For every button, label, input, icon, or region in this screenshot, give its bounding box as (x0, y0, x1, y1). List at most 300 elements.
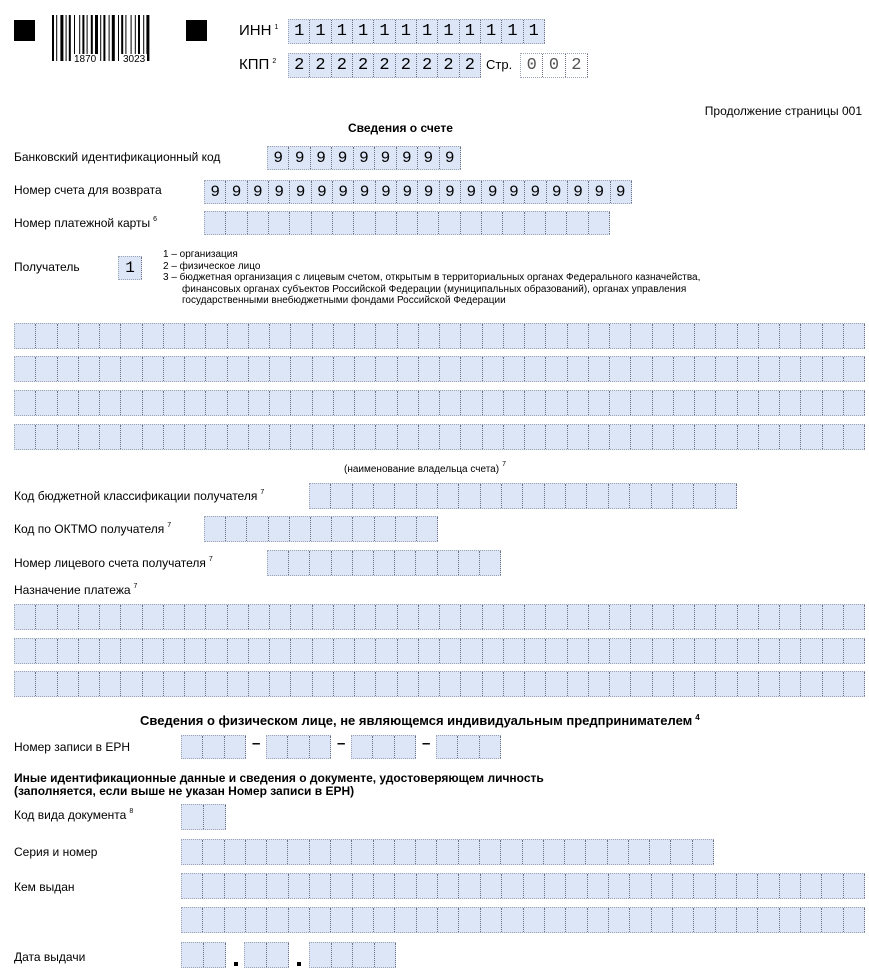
issued-by-row-2-cell (524, 908, 545, 932)
owner-name-row-3-cell (610, 391, 631, 415)
owner-name-row-4-cell (738, 425, 759, 449)
doc-code-field[interactable] (181, 804, 226, 830)
owner-name-row-1-cell (780, 324, 801, 348)
card-number-field-cell (397, 212, 418, 234)
payment-purpose-row-3[interactable] (14, 671, 865, 697)
kbk-field-cell (353, 484, 374, 508)
oktmo-field-cell (353, 517, 374, 541)
issued-by-row-1-cell (630, 874, 651, 898)
owner-name-row-2-cell (610, 357, 631, 381)
payment-purpose-row-3-cell (483, 672, 504, 696)
owner-name-row-1-cell (631, 324, 652, 348)
card-number-field-cell (418, 212, 439, 234)
payment-purpose-row-2-cell (143, 639, 164, 663)
bik-label: Банковский идентификационный код (14, 150, 221, 164)
account-number-field-cell: 9 (589, 181, 610, 203)
payment-purpose-row-3-cell (780, 672, 801, 696)
bik-field-cell: 9 (311, 147, 332, 169)
recipient-option-3-cont2: государственными внебюджетными фондами Российской Федерации (182, 295, 506, 306)
payment-purpose-row-3-cell (58, 672, 79, 696)
payment-purpose-row-1-cell (504, 605, 525, 629)
payment-purpose-row-2-cell (206, 639, 227, 663)
page-number-field-cell: 0 (521, 54, 543, 77)
issued-by-row-1-cell (246, 874, 267, 898)
series-number-field-cell (374, 840, 395, 864)
payment-purpose-row-3-cell (844, 672, 865, 696)
payment-purpose-row-3-cell (334, 672, 355, 696)
card-number-field-cell (503, 212, 524, 234)
owner-name-row-4-cell (589, 425, 610, 449)
owner-name-row-4[interactable] (14, 424, 865, 450)
owner-name-row-2-cell (79, 357, 100, 381)
issued-by-row-1-cell (609, 874, 630, 898)
card-number-field-cell (226, 212, 247, 234)
issued-by-row-2-cell (716, 908, 737, 932)
issue-year-field-cell (353, 943, 375, 967)
owner-name-row-3-cell (206, 391, 227, 415)
page-number-field[interactable] (520, 53, 588, 78)
owner-name-row-1-cell (589, 324, 610, 348)
inn-label: ИНН $^1$ (239, 22, 279, 39)
issued-by-row-2-cell (566, 908, 587, 932)
owner-name-row-2-cell (461, 357, 482, 381)
payment-purpose-row-1-cell (440, 605, 461, 629)
owner-name-row-1-cell (525, 324, 546, 348)
payment-purpose-row-2-cell (780, 639, 801, 663)
barcode-number-left: 1870 (74, 54, 97, 65)
barcode-bar (103, 15, 105, 61)
ern-dash-1: – (252, 735, 261, 752)
barcode-bar (112, 15, 115, 61)
kpp-field-cell: 2 (289, 54, 310, 77)
issue-date-label: Дата выдачи (14, 950, 86, 964)
owner-name-row-2-cell (674, 357, 695, 381)
owner-name-row-1-cell (291, 324, 312, 348)
payment-purpose-row-2-cell (376, 639, 397, 663)
series-number-field-cell (459, 840, 480, 864)
issued-by-row-2-cell (588, 908, 609, 932)
owner-name-row-4-cell (185, 425, 206, 449)
issued-by-row-1-cell (417, 874, 438, 898)
card-number-field-cell (589, 212, 610, 234)
series-number-field-cell (395, 840, 416, 864)
owner-name-row-3-cell (844, 391, 865, 415)
payment-purpose-row-3-cell (716, 672, 737, 696)
payment-purpose-row-2-cell (58, 639, 79, 663)
ern-part-4-cell (458, 736, 479, 758)
bik-field[interactable] (267, 146, 461, 170)
card-number-field-cell (290, 212, 311, 234)
issued-by-row-2-cell (801, 908, 822, 932)
owner-name-row-4-cell (823, 425, 844, 449)
card-number-field-cell (461, 212, 482, 234)
oktmo-field[interactable] (204, 516, 438, 542)
kpp-field-cell: 2 (310, 54, 331, 77)
bik-field-cell: 9 (268, 147, 289, 169)
payment-purpose-row-3-cell (206, 672, 227, 696)
card-number-field-cell (439, 212, 460, 234)
series-number-field-cell (246, 840, 267, 864)
bik-field-cell: 9 (354, 147, 375, 169)
series-number-field-cell (501, 840, 522, 864)
payment-purpose-row-2-cell (738, 639, 759, 663)
ern-part-4[interactable] (436, 735, 501, 759)
issue-date-separator-1 (234, 962, 238, 966)
doc-code-label: Код вида документа $^8$ (14, 808, 134, 822)
series-number-field-cell (565, 840, 586, 864)
personal-account-field-cell (268, 551, 289, 575)
kbk-field-cell (459, 484, 480, 508)
kpp-field-cell: 2 (353, 54, 374, 77)
issued-by-row-1-cell (310, 874, 331, 898)
issued-by-row-1-cell (182, 874, 203, 898)
owner-name-row-1-cell (185, 324, 206, 348)
payment-purpose-row-3-cell (419, 672, 440, 696)
ern-part-3-cell (373, 736, 394, 758)
owner-name-row-2-cell (313, 357, 334, 381)
ern-part-2-cell (288, 736, 309, 758)
kbk-field-cell (374, 484, 395, 508)
payment-purpose-row-2-cell (504, 639, 525, 663)
issue-day-field-cell (182, 943, 204, 967)
payment-purpose-row-3-cell (355, 672, 376, 696)
continuation-note: Продолжение страницы 001 (704, 104, 862, 118)
owner-name-row-4-cell (610, 425, 631, 449)
owner-name-row-1-cell (270, 324, 291, 348)
account-number-field-cell: 9 (547, 181, 568, 203)
payment-purpose-row-2-cell (440, 639, 461, 663)
issued-by-row-2-cell (182, 908, 203, 932)
payment-purpose-row-2-cell (313, 639, 334, 663)
owner-name-row-4-cell (674, 425, 695, 449)
owner-name-row-3-cell (759, 391, 780, 415)
issued-by-row-1-cell (822, 874, 843, 898)
payment-purpose-row-3-cell (504, 672, 525, 696)
owner-name-row-1-cell (100, 324, 121, 348)
owner-name-row-4-cell (291, 425, 312, 449)
page-label: Стр. (486, 57, 513, 72)
owner-name-row-1-cell (759, 324, 780, 348)
owner-name-row-1-cell (461, 324, 482, 348)
owner-name-row-1-cell (313, 324, 334, 348)
owner-name-row-1-cell (695, 324, 716, 348)
ern-part-3[interactable] (351, 735, 416, 759)
account-number-field-cell: 9 (354, 181, 375, 203)
account-section-title: Сведения о счете (348, 121, 453, 135)
owner-name-row-2-cell (483, 357, 504, 381)
recipient-type-field[interactable] (118, 256, 142, 280)
owner-name-row-3-cell (419, 391, 440, 415)
owner-name-row-1-cell (674, 324, 695, 348)
owner-name-row-3-cell (121, 391, 142, 415)
inn-field[interactable] (288, 19, 545, 44)
payment-purpose-label: Назначение платежа $^7$ (14, 583, 138, 597)
kbk-field-cell (545, 484, 566, 508)
barcode-bar (118, 15, 119, 61)
series-number-field-cell (416, 840, 437, 864)
series-number-field-cell (693, 840, 714, 864)
payment-purpose-row-3-cell (36, 672, 57, 696)
kbk-label: Код бюджетной классификации получателя $^7$ (14, 489, 265, 503)
payment-purpose-row-1-cell (823, 605, 844, 629)
ern-part-4-cell (480, 736, 501, 758)
account-number-field[interactable] (204, 180, 632, 204)
issued-by-row-1-cell (331, 874, 352, 898)
owner-name-row-3-cell (546, 391, 567, 415)
series-number-field[interactable] (181, 839, 714, 865)
barcode-bar (69, 15, 71, 61)
payment-purpose-row-2-cell (695, 639, 716, 663)
owner-name-row-2-cell (376, 357, 397, 381)
payment-purpose-row-2-cell (483, 639, 504, 663)
issued-by-row-1-cell (673, 874, 694, 898)
issued-by-row-2-cell (502, 908, 523, 932)
ern-part-1[interactable] (181, 735, 246, 759)
inn-field-cell: 1 (460, 20, 481, 43)
owner-name-row-1-cell (801, 324, 822, 348)
series-number-field-cell (629, 840, 650, 864)
owner-name-row-3-cell (738, 391, 759, 415)
series-number-field-cell (267, 840, 288, 864)
payment-purpose-row-3-cell (376, 672, 397, 696)
owner-name-row-1-cell (58, 324, 79, 348)
owner-name-row-1[interactable] (14, 323, 865, 349)
owner-name-row-3-cell (249, 391, 270, 415)
owner-name-row-3-cell (780, 391, 801, 415)
payment-purpose-row-2-cell (185, 639, 206, 663)
personal-account-field-cell (353, 551, 374, 575)
payment-purpose-row-2-cell (546, 639, 567, 663)
issued-by-row-2-cell (289, 908, 310, 932)
owner-name-row-3-cell (58, 391, 79, 415)
owner-name-row-2-cell (419, 357, 440, 381)
card-number-label: Номер платежной карты $^6$ (14, 216, 158, 230)
owner-name-row-4-cell (631, 425, 652, 449)
owner-name-row-2-cell (143, 357, 164, 381)
barcode-bar (66, 15, 67, 61)
payment-purpose-row-2[interactable] (14, 638, 865, 664)
personal-account-field-cell (416, 551, 437, 575)
issued-by-row-1-cell (588, 874, 609, 898)
payment-purpose-row-2-cell (291, 639, 312, 663)
series-number-field-cell (288, 840, 309, 864)
payment-purpose-row-1-cell (631, 605, 652, 629)
owner-name-row-1-cell (334, 324, 355, 348)
payment-purpose-row-1-cell (844, 605, 865, 629)
owner-name-row-4-cell (461, 425, 482, 449)
series-number-field-cell (586, 840, 607, 864)
issue-month-field[interactable] (244, 942, 289, 968)
kpp-field[interactable] (288, 53, 481, 78)
owner-name-row-1-cell (546, 324, 567, 348)
payment-purpose-row-1-cell (653, 605, 674, 629)
issued-by-row-1-cell (459, 874, 480, 898)
owner-name-row-4-cell (58, 425, 79, 449)
issued-by-row-2-cell (438, 908, 459, 932)
series-number-field-cell (331, 840, 352, 864)
owner-name-row-2-cell (653, 357, 674, 381)
personal-account-field-cell (374, 551, 395, 575)
personal-account-field-cell (289, 551, 310, 575)
owner-name-row-4-cell (334, 425, 355, 449)
owner-name-row-4-cell (36, 425, 57, 449)
issued-by-row-2-cell (374, 908, 395, 932)
owner-name-row-4-cell (355, 425, 376, 449)
ern-part-2[interactable] (266, 735, 331, 759)
payment-purpose-row-1-cell (164, 605, 185, 629)
personal-account-field[interactable] (267, 550, 501, 576)
owner-name-row-4-cell (844, 425, 865, 449)
owner-name-row-3-cell (143, 391, 164, 415)
payment-purpose-row-2-cell (759, 639, 780, 663)
kbk-field-cell (310, 484, 331, 508)
payment-purpose-row-3-cell (291, 672, 312, 696)
personal-account-field-cell (395, 551, 416, 575)
payment-purpose-row-1-cell (610, 605, 631, 629)
owner-name-row-1-cell (844, 324, 865, 348)
account-number-field-cell: 9 (333, 181, 354, 203)
payment-purpose-row-3-cell (15, 672, 36, 696)
account-number-field-cell: 9 (568, 181, 589, 203)
oktmo-field-cell (247, 517, 268, 541)
kpp-field-cell: 2 (396, 54, 417, 77)
payment-purpose-row-2-cell (844, 639, 865, 663)
payment-purpose-row-1-cell (58, 605, 79, 629)
kpp-field-cell: 2 (332, 54, 353, 77)
payment-purpose-row-1-cell (461, 605, 482, 629)
owner-name-row-4-cell (504, 425, 525, 449)
bik-field-cell: 9 (418, 147, 439, 169)
payment-purpose-row-1-cell (695, 605, 716, 629)
owner-name-row-4-cell (79, 425, 100, 449)
card-number-field-cell (525, 212, 546, 234)
issued-by-row-1[interactable] (181, 873, 865, 899)
barcode-bar (60, 15, 63, 61)
card-number-field-cell (205, 212, 226, 234)
payment-purpose-row-3-cell (313, 672, 334, 696)
owner-name-row-2-cell (440, 357, 461, 381)
ern-part-3-cell (352, 736, 373, 758)
owner-name-row-4-cell (15, 425, 36, 449)
inn-field-cell: 1 (374, 20, 395, 43)
issued-by-row-1-cell (844, 874, 865, 898)
owner-name-row-1-cell (15, 324, 36, 348)
barcode-number-right: 3023 (123, 54, 146, 65)
kbk-field-cell (630, 484, 651, 508)
issued-by-row-1-cell (374, 874, 395, 898)
personal-account-field-cell (480, 551, 501, 575)
account-number-field-cell: 9 (376, 181, 397, 203)
issued-by-row-2-cell (203, 908, 224, 932)
recipient-label: Получатель (14, 260, 80, 274)
ern-part-3-cell (395, 736, 416, 758)
issued-by-row-1-cell (652, 874, 673, 898)
account-number-field-cell: 9 (418, 181, 439, 203)
ern-part-2-cell (310, 736, 331, 758)
issued-by-row-2-cell (545, 908, 566, 932)
kpp-field-cell: 2 (417, 54, 438, 77)
owner-name-row-3-cell (631, 391, 652, 415)
doc-code-field-cell (182, 805, 204, 829)
owner-name-row-3[interactable] (14, 390, 865, 416)
payment-purpose-row-2-cell (249, 639, 270, 663)
payment-purpose-row-1-cell (568, 605, 589, 629)
payment-purpose-row-2-cell (568, 639, 589, 663)
payment-purpose-row-2-cell (121, 639, 142, 663)
owner-name-row-1-cell (504, 324, 525, 348)
payment-purpose-row-3-cell (695, 672, 716, 696)
issued-by-row-2-cell (267, 908, 288, 932)
payment-purpose-row-1-cell (206, 605, 227, 629)
barcode-bar (52, 15, 54, 61)
person-section-title: Сведения о физическом лице, не являющемся индивидуальным предпринимателем $^4$ (140, 713, 700, 728)
owner-name-row-1-cell (79, 324, 100, 348)
owner-name-row-3-cell (525, 391, 546, 415)
kbk-field-cell (694, 484, 715, 508)
series-number-field-cell (480, 840, 501, 864)
owner-name-row-2-cell (780, 357, 801, 381)
ern-part-4-cell (437, 736, 458, 758)
owner-name-row-3-cell (653, 391, 674, 415)
issue-month-field-cell (245, 943, 267, 967)
owner-name-row-4-cell (801, 425, 822, 449)
owner-name-row-3-cell (334, 391, 355, 415)
issued-by-row-2[interactable] (181, 907, 865, 933)
owner-name-row-2-cell (334, 357, 355, 381)
payment-purpose-row-3-cell (525, 672, 546, 696)
payment-purpose-row-2-cell (674, 639, 695, 663)
kbk-field[interactable] (309, 483, 737, 509)
owner-name-row-2[interactable] (14, 356, 865, 382)
card-number-field-cell (354, 212, 375, 234)
series-number-field-cell (437, 840, 458, 864)
inn-field-cell: 1 (524, 20, 545, 43)
issued-by-row-1-cell (203, 874, 224, 898)
kbk-field-cell (395, 484, 416, 508)
card-number-field-cell (312, 212, 333, 234)
issued-by-row-1-cell (566, 874, 587, 898)
payment-purpose-row-1-cell (589, 605, 610, 629)
series-number-field-cell (544, 840, 565, 864)
payment-purpose-row-1-cell (79, 605, 100, 629)
ern-part-1-cell (203, 736, 224, 758)
payment-purpose-row-3-cell (398, 672, 419, 696)
payment-purpose-row-3-cell (610, 672, 631, 696)
owner-name-row-4-cell (228, 425, 249, 449)
payment-purpose-row-3-cell (546, 672, 567, 696)
issue-year-field[interactable] (309, 942, 396, 968)
payment-purpose-row-1-cell (143, 605, 164, 629)
owner-name-caption: (наименование владельца счета) $^7$ (344, 461, 506, 475)
owner-name-row-2-cell (589, 357, 610, 381)
payment-purpose-row-3-cell (143, 672, 164, 696)
card-number-field-cell (333, 212, 354, 234)
owner-name-row-3-cell (461, 391, 482, 415)
payment-purpose-row-1-cell (36, 605, 57, 629)
payment-purpose-row-2-cell (801, 639, 822, 663)
payment-purpose-row-1[interactable] (14, 604, 865, 630)
owner-name-row-3-cell (801, 391, 822, 415)
issued-by-label: Кем выдан (14, 880, 75, 894)
card-number-field[interactable] (204, 211, 610, 235)
bik-field-cell: 9 (289, 147, 310, 169)
issue-day-field[interactable] (181, 942, 226, 968)
account-number-field-cell: 9 (226, 181, 247, 203)
owner-name-row-3-cell (504, 391, 525, 415)
inn-field-cell: 1 (310, 20, 331, 43)
kpp-field-cell: 2 (374, 54, 395, 77)
kbk-field-cell (587, 484, 608, 508)
